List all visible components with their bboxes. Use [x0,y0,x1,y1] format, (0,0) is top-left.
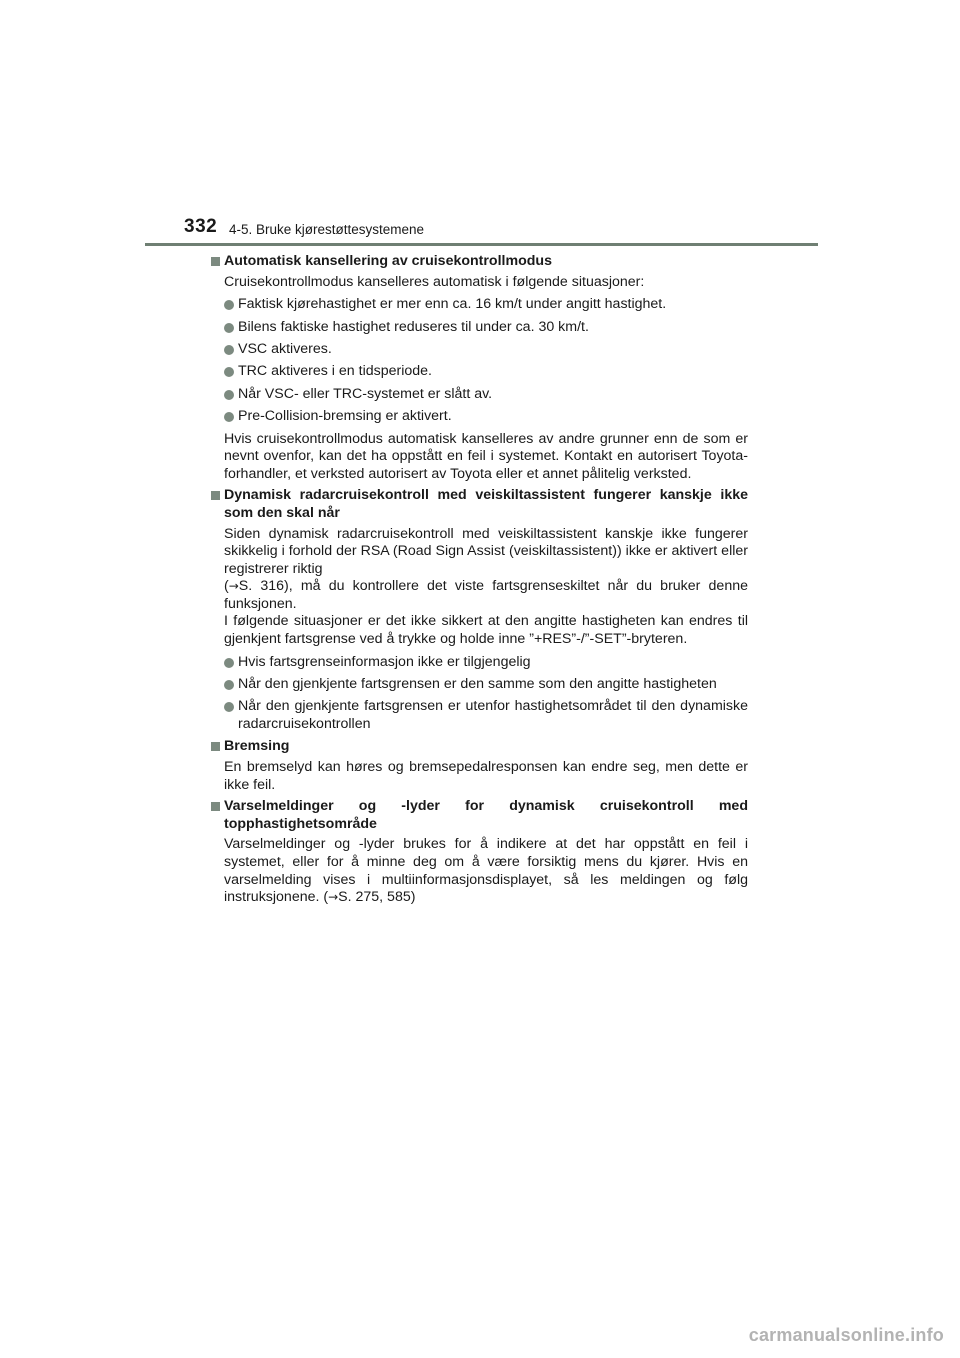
page-content [210,253,748,911]
square-bullet-icon [211,257,220,266]
arrow-right-icon: → [328,890,339,905]
list-item-text: TRC aktiveres i en tidsperiode. [238,363,432,380]
section-heading-text: Dynamisk radarcruisekontroll med veiskiltassistent fungerer kanskje ikke som den skal når [224,487,748,521]
section-braking [210,738,748,794]
paragraph: Siden dynamisk radarcruisekontroll med veiskiltassistent kanskje ikke fungerer skikkelig i forhold der RSA (Road Sign Assist (veiskiltassistent)) ikke er aktivert eller registrerer riktig [224,525,748,577]
section-heading-text: Automatisk kansellering av cruisekontrollmodus [224,253,552,269]
paragraph-text: Varselmeldinger og -lyder brukes for å indikere at det har oppstått en feil i systemet, eller for å minne deg om å være forsiktig mens du kjører. Hvis en varselmelding vises i multiinformasjonsdisplayet, så les meldingen og følg instruksjonene. ( [224,836,748,906]
round-bullet-icon [224,412,234,422]
list-item [210,408,748,426]
paragraph [224,836,748,906]
round-bullet-icon [224,345,234,355]
section-automatic-cancellation [210,253,748,483]
list-item [210,363,748,381]
paragraph: En bremselyd kan høres og bremsepedalresponsen kan endre seg, men dette er ikke feil. [224,759,748,793]
bullet-list [210,654,748,734]
section-heading [210,798,748,833]
paragraph: I følgende situasjoner er det ikke sikkert at den angitte hastigheten kan endres til gjenkjent fartsgrense ved å trykke og holde inne ”+RES”-/”-SET”-bryteren. [224,613,748,648]
list-item [210,341,748,359]
square-bullet-icon [211,491,220,500]
paragraph: (→S. 316), må du kontrollere det viste fartsgrenseskiltet når du bruker denne funksjonen. [224,578,748,612]
section-road-sign-assist [210,487,748,733]
list-item-text: Når VSC- eller TRC-systemet er slått av. [238,385,493,402]
section-heading [210,253,748,271]
round-bullet-icon [224,367,234,377]
round-bullet-icon [224,390,234,400]
list-item-text: Pre-Collision-bremsing er aktivert. [238,408,452,425]
round-bullet-icon [224,300,234,310]
round-bullet-icon [224,658,234,668]
round-bullet-icon [224,702,234,712]
list-item-text: Når den gjenkjente fartsgrensen er den samme som den angitte hastigheten [238,676,717,693]
section-warning-messages [210,798,748,907]
paragraph: Cruisekontrollmodus kanselleres automatisk i følgende situasjoner: [224,273,645,290]
paragraph: Hvis cruisekontrollmodus automatisk kanselleres av andre grunner enn de som er nevnt ovenfor, kan det ha oppstått en feil i systemet. Kontakt en autorisert Toyota-forhandler, et verksted autorisert av Toyota eller et annet pålitelig verksted. [224,430,748,482]
section-heading [210,738,748,756]
list-item-text: Når den gjenkjente fartsgrensen er utenfor hastighetsområdet til den dynamiske radarcruisekontrollen [238,698,748,733]
chapter-title: 4-5. Bruke kjørestøttesystemene [229,222,425,237]
section-heading-text: Varselmeldinger og -lyder for dynamisk cruisekontroll med topphastighetsområde [224,798,748,832]
list-item [210,296,748,314]
list-item [210,676,748,694]
list-item [210,698,748,733]
watermark: carmanualsonline.info [748,1325,944,1345]
page-reference-text: S. 316), må du kontrollere det viste fartsgrenseskiltet når du bruker denne funksjonen. [224,578,748,612]
list-item [210,386,748,404]
list-item-text: Bilens faktiske hastighet reduseres til under ca. 30 km/t. [238,318,589,335]
square-bullet-icon [211,742,220,751]
round-bullet-icon [224,323,234,333]
list-item-text: Hvis fartsgrenseinformasjon ikke er tilgjengelig [238,653,531,670]
section-heading-text: Bremsing [224,738,290,755]
page-reference-text: S. 275, 585) [338,889,416,906]
list-item [210,654,748,672]
list-item-text: Faktisk kjørehastighet er mer enn ca. 16 km/t under angitt hastighet. [238,296,667,313]
section-heading [210,487,748,522]
page-number: 332 [184,216,218,237]
round-bullet-icon [224,680,234,690]
bullet-list [210,296,748,426]
header-rule [145,243,818,246]
square-bullet-icon [211,802,220,811]
list-item-text: VSC aktiveres. [238,340,332,357]
arrow-right-icon: → [228,579,239,594]
list-item [210,319,748,337]
